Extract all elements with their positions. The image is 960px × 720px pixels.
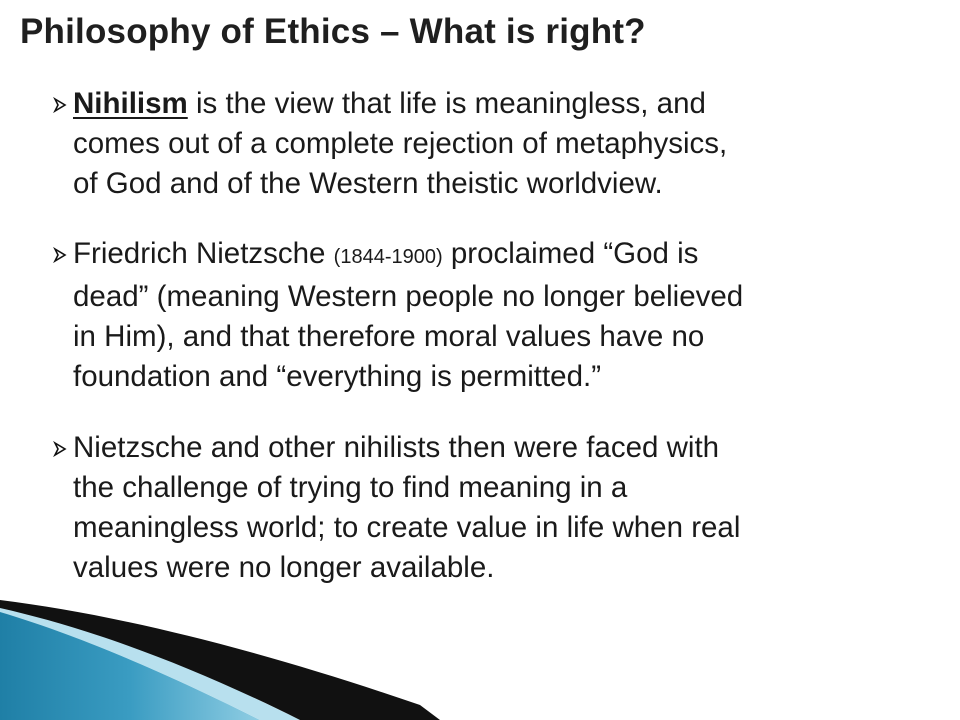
- arrow-bullet-icon: [52, 97, 68, 113]
- arrow-bullet-icon: [52, 441, 68, 457]
- arrow-bullet-icon: [52, 247, 68, 263]
- bullet-line: comes out of a complete rejection of metaphysics,: [73, 127, 728, 160]
- nietzsche-dates: (1844-1900): [333, 246, 443, 268]
- bullet-line: is the view that life is meaningless, and: [187, 87, 706, 120]
- bullet-line: in Him), and that therefore moral values have no: [73, 320, 705, 353]
- bullet-line: Friedrich Nietzsche: [73, 237, 334, 270]
- bullet-line: values were no longer available.: [73, 551, 495, 584]
- bullet-line: of God and of the Western theistic worldview.: [73, 167, 663, 200]
- bullet-nihilists: [52, 428, 912, 588]
- bullet-line: foundation and “everything is permitted.”: [73, 360, 602, 393]
- bullet-line: the challenge of trying to find meaning in a: [73, 471, 628, 504]
- bullet-line: dead” (meaning Western people no longer believed: [73, 280, 744, 313]
- bullet-line: Nietzsche and other nihilists then were faced with: [73, 431, 720, 464]
- bullet-nihilism: [52, 84, 912, 204]
- bullet-line: proclaimed “God is: [442, 237, 699, 270]
- nihilism-keyword: Nihilism: [73, 87, 188, 120]
- bullet-nietzsche: [52, 234, 912, 397]
- bullet-line: meaningless world; to create value in life when real: [73, 511, 741, 544]
- slide-title: Philosophy of Ethics – What is right?: [20, 12, 646, 51]
